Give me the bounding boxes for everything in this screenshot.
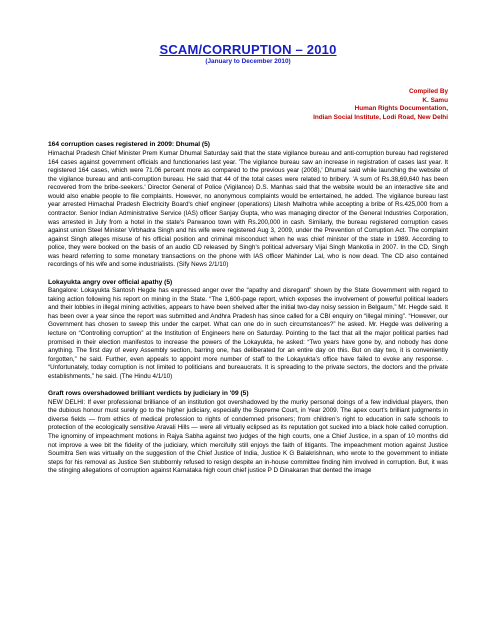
title-block [48, 0, 448, 66]
article [48, 279, 448, 382]
compiled-by-label: Compiled By [408, 88, 448, 95]
document-subtitle: (January to December 2010) [205, 58, 291, 65]
article [48, 390, 448, 476]
compiler-info [48, 88, 448, 122]
article-heading: 164 corruption cases registered in 2009: Dhumal (5) [48, 141, 210, 149]
compiler-organization: Human Rights Documentation, [354, 105, 448, 113]
document-title: SCAM/CORRUPTION – 2010 [159, 42, 337, 57]
article-body: Bangalore: Lokayukta Santosh Hegde has expressed anger over the “apathy and disregard” shown by the State Government with regard to taking action following his report on mining in the State. “The 1,600-page report, which exposes the involvement of powerful political leaders and their lobbies in illegal mining activities, appears to have been shelved after the initial two-day noisy session in Belgaum,” Mr. Hegde said. It has been over a year since the report was submitted and Andhra Pradesh has since called for a CBI enquiry on “illegal mining”. “However, our Government has chosen to sweep this under the carpet. What can one do in such circumstances?” he asked. Mr. Hegde was delivering a lecture on “Controlling corruption” at the Institution of Engineers here on Saturday. Pointing to the fact that all the major political parties had promised in their election manifestos to increase the powers of the Lokayukta, he asked: “Two years have gone by, and nobody has done anything. The first day of every Assembly section, barring one, has deliberated for an entire day on this. But on day two, it is conveniently forgotten,” he said. Further, even appeals to appoint more number of staff to the Lokayukta’s office have failed to evoke any response. . “Unfortunately, today corruption is not limited to politicians and bureaucrats. It is spreading to the private sectors, the doctors and the private establishments,” he said. (The Hindu 4/1/10) [48, 287, 448, 380]
compiler-name: K. Samu [422, 96, 448, 104]
article-heading: Lokayukta angry over official apathy (5) [48, 278, 173, 286]
article-body: NEW DELHI: If ever professional brilliance of an institution got overshadowed by the murky personal doings of a few individual players, then the dubious honour must surely go to the higher judiciary, especially the Supreme Court, in Year 2009. The apex court’s brilliant judgments in diverse fields — from ethics of medical profession to rights of condemned prisoners; from children’s right to education in safe schools to protection of the ecologically sensitive Aravali Hills — were all virtually eclipsed as its reputation got sucked into a black hole called corruption. The ignominy of impeachment motions in Rajya Sabha against two judges of the high courts, one a Chief Justice, in a span of 10 months did not improve a wee bit the fidelity of the judiciary, which mercifully still enjoys the faith of litigants. The impeachment motion against Justice Soumitra Sen was virtually on the suggestion of the Chief Justice of India, Justice K G Balakrishnan, who wrote to the government to initiate steps for his removal as Justice Sen stubbornly refused to resign despite an in-house committee finding him involved in corruption. But, it was the stinging allegations of corruption against Karnataka high court chief justice P D Dinakaran that dented the image [48, 398, 448, 475]
article-heading: Graft rows overshadowed brilliant verdicts by judiciary in '09 (5) [48, 390, 249, 398]
article-body: Himachal Pradesh Chief Minister Prem Kumar Dhumal Saturday said that the state vigilance bureau and anti-corruption bureau had registered 164 cases against government officials and functionaries last year. 'The vigilance bureau saw an increase in registration of cases last year. It registered 164 cases, which were 71.06 percent more as compared to the previous year (2008),' Dhumal said while launching the website of the vigilance bureau and anti-corruption bureau. He said that 44 of the total cases were related to bribery. 'A sum of Rs.38,69,640 has been recovered from the bribe-seekers.' Director General of Police (Vigilance) D.S. Manhas said that the website would be an interactive site and would also enable people to file complaints. However, no anonymous complaints would be entertained, he added. The vigilance bureau last year arrested Himachal Pradesh Electricity Board's chief engineer (operations) Litesh Malhotra while accepting a bribe of Rs.425,000 from a contractor. Senior Indian Administrative Service (IAS) officer Sanjay Gupta, who was managing director of the General Industries Corporation, was arrested in July from a hotel in the state's Parwanoo town with Rs.200,000 in cash. Similarly, the bureau registered corruption cases against union Steel Minister Virbhadra Singh and his wife were registered Aug 3, 2009, under the Prevention of Corruption Act. The complaint against Singh alleges misuse of his official position and criminal misconduct when he was chief minister of the state in 1989. According to police, they were booked on the basis of an audio CD released by Singh's political adversary Vijai Singh Mankotia in 2007. In the CD, Singh was heard referring to some monetary transactions on the phone with IAS officer Mahinder Lal, who is now dead. The CD also contained recordings of his wife and some industrialists. (Sify News 2/1/10) [48, 149, 448, 269]
compiler-address: Indian Social Institute, Lodi Road, New Delhi [313, 113, 448, 121]
articles-list [48, 141, 448, 475]
article [48, 141, 448, 270]
